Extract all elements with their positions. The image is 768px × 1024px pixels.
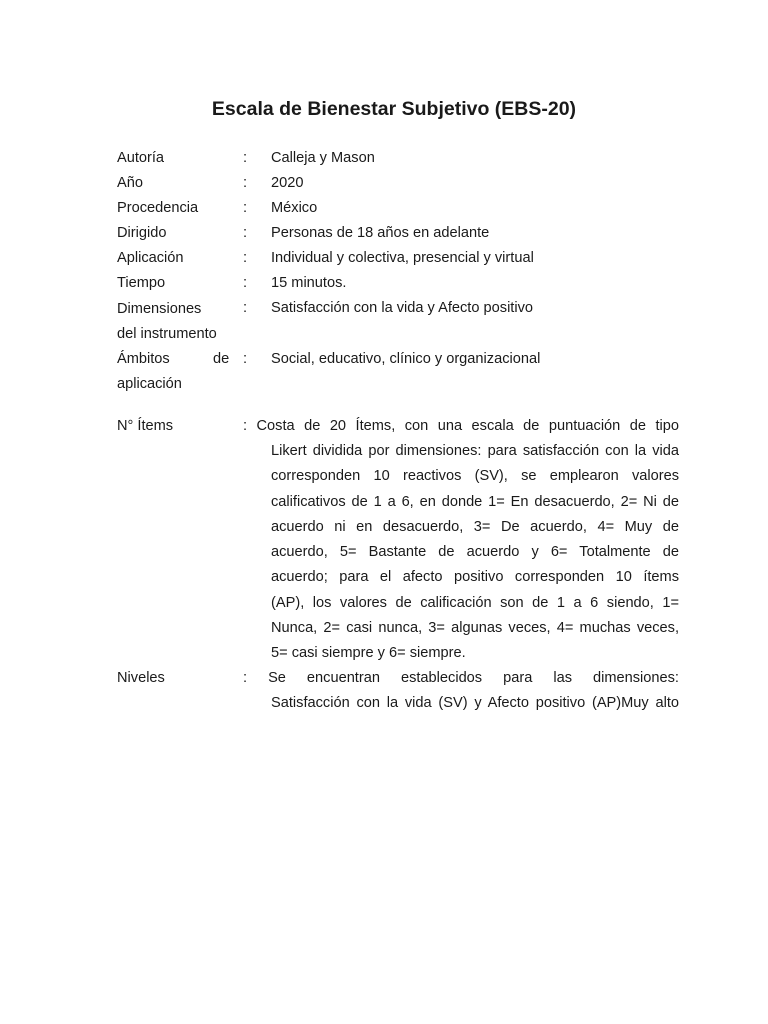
items-text-line: Nunca, 2= casi nunca, 3= algunas veces, 4= muchas veces, [271, 620, 679, 636]
niveles-text-line: : Se encuentran establecidos para las dimensiones: [243, 670, 679, 686]
niveles-text-line: Satisfacción con la vida (SV) y Afecto positivo (AP)Muy alto [271, 695, 679, 711]
field-label: N° Ítems [117, 418, 174, 434]
field-label-word2: de [213, 351, 230, 367]
field-value: Individual y colectiva, presencial y virtual [271, 250, 534, 266]
field-label-line2: aplicación [117, 376, 182, 392]
field-label: Procedencia [117, 200, 199, 216]
field-colon: : [243, 250, 248, 266]
field-label-line1: Dimensiones [117, 301, 202, 317]
field-label-line2: del instrumento [117, 326, 217, 342]
field-label: Tiempo [117, 275, 166, 291]
field-colon: : [243, 175, 248, 191]
field-colon: : [243, 200, 248, 216]
field-value: Personas de 18 años en adelante [271, 225, 490, 241]
items-text-line: acuerdo; para el afecto positivo corresponden 10 ítems [271, 569, 679, 585]
field-value: Social, educativo, clínico y organizacional [271, 351, 541, 367]
field-colon: : [243, 300, 248, 316]
field-label: Autoría [117, 150, 165, 166]
items-text-line: : Costa de 20 Ítems, con una escala de puntuación de tipo [243, 418, 679, 434]
items-text-line: acuerdo ni en desacuerdo, 3= De acuerdo, 4= Muy de [271, 519, 679, 535]
field-value: México [271, 200, 318, 216]
items-text-line: (AP), los valores de calificación son de 1 a 6 siendo, 1= [271, 595, 679, 611]
field-value: Satisfacción con la vida y Afecto positivo [271, 300, 534, 316]
field-value: Calleja y Mason [271, 150, 375, 166]
field-label: Niveles [117, 670, 165, 686]
field-colon: : [243, 275, 248, 291]
items-text-line: corresponden 10 reactivos (SV), se emplearon valores [271, 468, 679, 484]
items-text-line: calificativos de 1 a 6, en donde 1= En desacuerdo, 2= Ni de [271, 494, 679, 510]
items-text-line: Likert dividida por dimensiones: para satisfacción con la vida [271, 443, 679, 459]
field-label: Año [117, 175, 143, 191]
field-colon: : [243, 150, 248, 166]
field-value: 2020 [271, 175, 304, 191]
field-value: 15 minutos. [271, 275, 347, 291]
field-colon: : [243, 351, 248, 367]
field-label: Dirigido [117, 225, 167, 241]
items-text-line: acuerdo, 5= Bastante de acuerdo y 6= Totalmente de [271, 544, 679, 560]
field-label-word1: Ámbitos [117, 351, 170, 367]
field-colon: : [243, 225, 248, 241]
document-title: Escala de Bienestar Subjetivo (EBS-20) [211, 98, 577, 120]
items-text-line: 5= casi siempre y 6= siempre. [271, 645, 466, 661]
field-label: Aplicación [117, 250, 184, 266]
